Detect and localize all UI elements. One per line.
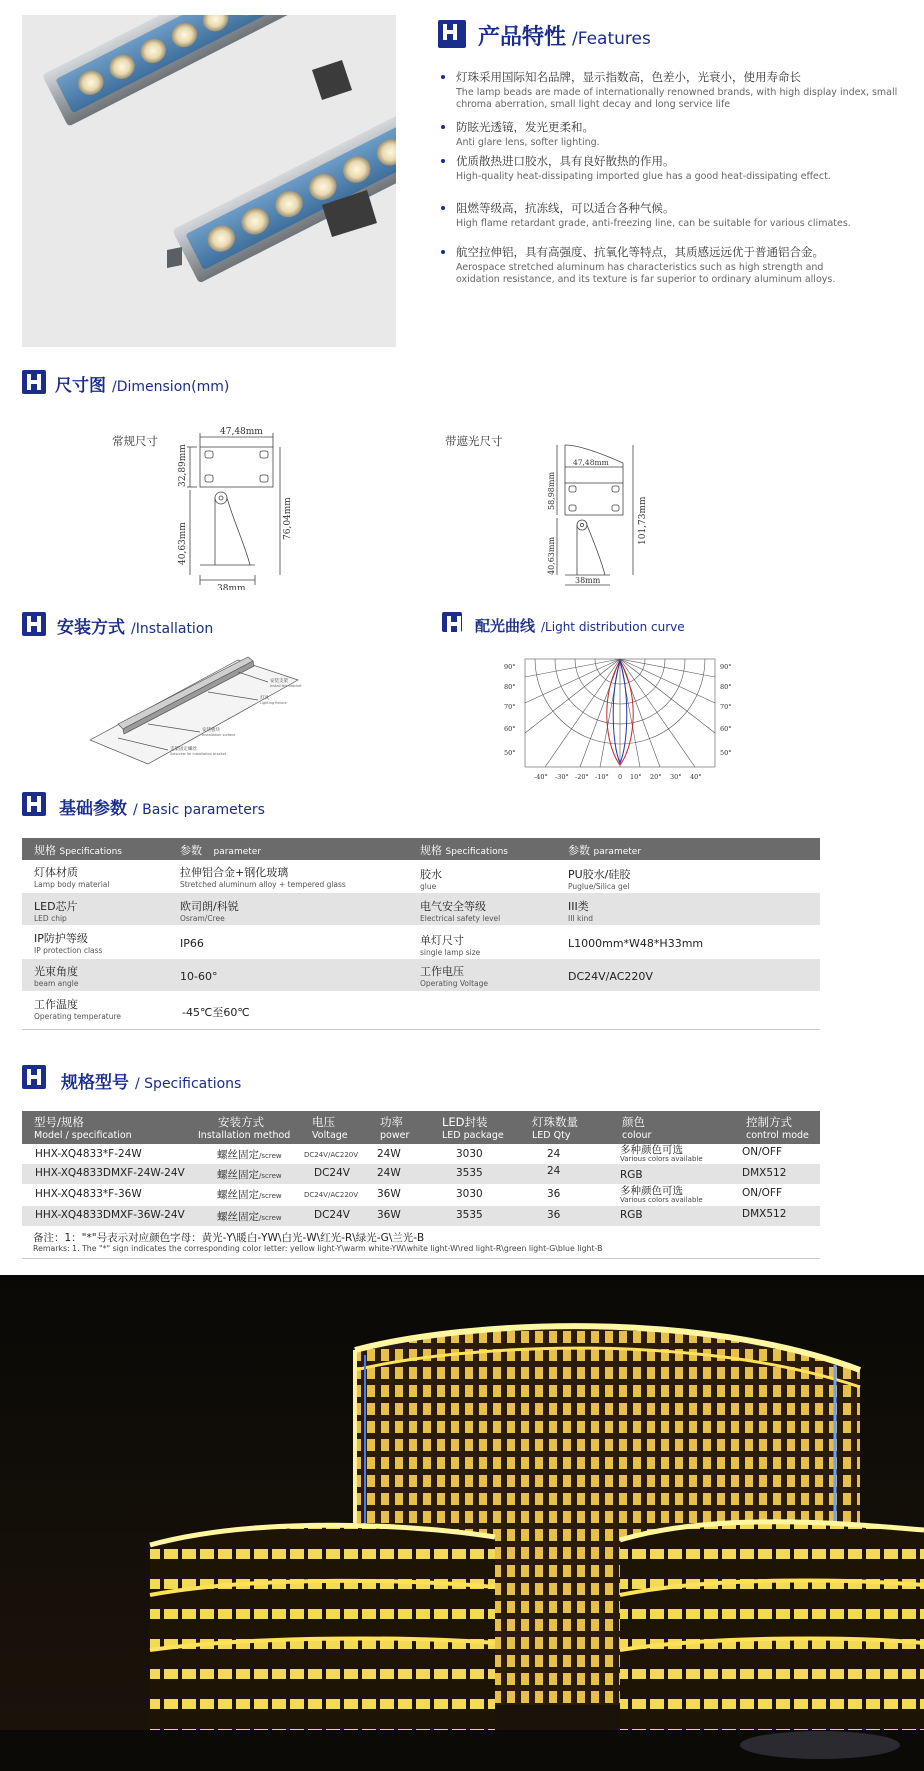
dimension-label-left: 常规尺寸	[112, 434, 158, 448]
spec-install-en: /screw	[259, 1152, 282, 1160]
light-curve-title-en: /Light distribution curve	[541, 620, 685, 634]
spec-model: HHX-XQ4833*F-36W	[35, 1188, 142, 1200]
dimension-drawing-standard	[175, 425, 305, 590]
curve-tick-bottom: 30°	[670, 773, 682, 781]
brand-h-icon	[442, 612, 462, 632]
dim-bracket-height: 40,63mm	[178, 522, 188, 565]
basic-table-header	[22, 838, 820, 860]
table-divider	[22, 1258, 820, 1259]
table-cell	[568, 937, 703, 950]
spec-header-en: control mode	[746, 1130, 809, 1141]
install-label-fixture: 灯具	[260, 696, 269, 701]
table-cell	[182, 1004, 250, 1020]
curve-tick-bottom: 20°	[650, 773, 662, 781]
curve-tick-left: 60°	[504, 725, 516, 733]
spec-voltage: DC24V/AC220V	[304, 1151, 359, 1159]
installation-diagram	[88, 652, 303, 772]
features-title	[478, 20, 651, 51]
dimension-label-right: 带遮光尺寸	[445, 434, 503, 448]
remark-en: Remarks: 1. The "*" sign indicates the corresponding color letter: yellow light-Y\warm white-YW\white light-W\red light-R\green light-G\blue light-B	[33, 1244, 603, 1253]
spec-voltage: DC24V/AC220V	[304, 1191, 359, 1199]
header-spec-en: Specifications	[445, 847, 508, 857]
table-divider	[22, 1029, 820, 1030]
spec-colour-cn: RGB	[620, 1169, 643, 1181]
install-label-screw: 支架固定螺丝	[170, 747, 197, 752]
spec-header-en: colour	[622, 1130, 652, 1141]
spec-install	[217, 1147, 282, 1162]
param-name: 工作电压	[420, 965, 464, 978]
param-value: IP66	[180, 937, 204, 950]
specs-title-cn: 规格型号	[61, 1073, 129, 1093]
feature-item	[456, 153, 916, 183]
param-name-en: LED chip	[34, 914, 67, 923]
dim-body-height: 58,98mm	[547, 471, 556, 510]
installation-title-cn: 安装方式	[57, 618, 125, 638]
param-value-en: Stretched aluminum alloy + tempered glass	[180, 880, 346, 889]
bullet-icon	[441, 75, 445, 79]
header-param-en: parameter	[213, 847, 262, 857]
brand-h-icon	[22, 370, 46, 394]
spec-colour	[620, 1183, 703, 1204]
param-value-en: Puglue/Silica gel	[568, 882, 630, 891]
install-label-fixture-en: Lighting fixture	[260, 701, 287, 705]
wall-washer-illustration	[22, 15, 396, 347]
spec-power: 24W	[377, 1148, 401, 1160]
curve-tick-left: 90°	[504, 663, 516, 671]
table-cell	[568, 866, 630, 891]
param-value-en: Osram/Cree	[180, 914, 225, 923]
curve-tick-bottom: -40°	[534, 773, 548, 781]
feature-en: High flame retardant grade, anti-freezing line, can be suitable for various climates.	[456, 218, 851, 229]
feature-cn: 优质散热进口胶水，具有良好散热的作用。	[456, 154, 675, 168]
curve-tick-left: 50°	[504, 749, 516, 757]
header-param-cn: 参数	[180, 844, 202, 857]
spec-header-cn: 电压	[312, 1115, 335, 1129]
spec-install-en: /screw	[259, 1214, 282, 1222]
spec-package: 3535	[456, 1209, 483, 1221]
install-label-surface-en: Installation surface	[202, 733, 236, 737]
feature-en: Anti glare lens, softer lighting.	[456, 137, 600, 148]
table-row	[34, 898, 78, 923]
param-name: IP防护等级	[34, 932, 88, 945]
param-name: 电气安全等级	[420, 900, 486, 913]
product-photo	[22, 15, 396, 347]
spec-header-cn: 型号/规格	[34, 1115, 84, 1129]
install-label-bracket: 安装支架	[270, 679, 288, 684]
brand-h-icon	[22, 612, 46, 636]
basic-title-cn: 基础参数	[59, 799, 127, 819]
spec-header-en: LED Qty	[532, 1130, 571, 1141]
install-label-screw-en: Selscrew for installation bracket	[170, 752, 227, 756]
curve-tick-right: 50°	[720, 749, 732, 757]
spec-package: 3535	[456, 1167, 483, 1179]
table-cell	[180, 898, 239, 923]
spec-header-en: Installation method	[198, 1130, 291, 1141]
spec-colour	[620, 1142, 703, 1163]
param-name: 胶水	[420, 868, 442, 881]
dimension-drawing-shade	[545, 435, 655, 590]
table-row	[34, 963, 78, 988]
spec-header-en: power	[380, 1130, 410, 1141]
spec-install-cn: 螺丝固定	[217, 1211, 259, 1223]
curve-tick-right: 60°	[720, 725, 732, 733]
param-value: PU胶水/硅胶	[568, 868, 631, 881]
building-photo	[0, 1275, 924, 1771]
param-name-en: single lamp size	[420, 948, 481, 957]
param-value: 欧司朗/科锐	[180, 900, 239, 913]
basic-title	[59, 794, 265, 819]
table-cell	[420, 866, 442, 891]
feature-en: Aerospace stretched aluminum has characteristics such as high strength and oxidation resistance, and its texture is far superior to ordinary aluminum alloys.	[456, 262, 836, 285]
specs-title-en: / Specifications	[135, 1076, 242, 1092]
features-title-en: /Features	[572, 29, 651, 49]
spec-voltage: DC24V	[314, 1167, 350, 1179]
spec-colour-cn: RGB	[620, 1209, 643, 1221]
table-row	[34, 996, 121, 1021]
curve-tick-bottom: -20°	[575, 773, 589, 781]
table-cell	[180, 937, 204, 950]
param-name: 光束角度	[34, 965, 78, 978]
spec-header-en: LED package	[442, 1130, 504, 1141]
brand-h-icon	[22, 792, 46, 816]
spec-control: ON/OFF	[742, 1187, 783, 1199]
light-curve-title-cn: 配光曲线	[475, 617, 536, 635]
install-label-surface: 安装板块	[202, 728, 220, 733]
remark-cn: 备注：1："*"号表示对应颜色字母：黄光-Y\暖白-YW\白光-W\红光-R\绿光-G\兰光-B	[33, 1232, 425, 1244]
dim-width: 47,48mm	[220, 427, 263, 437]
dim-body-height: 32,89mm	[178, 444, 188, 487]
spec-power: 36W	[377, 1188, 401, 1200]
feature-cn: 防眩光透镜，发光更柔和。	[456, 120, 594, 134]
spec-install-en: /screw	[259, 1192, 282, 1200]
installation-title-en: /Installation	[131, 621, 214, 637]
spec-install-cn: 螺丝固定	[217, 1189, 259, 1201]
features-title-cn: 产品特性	[478, 25, 567, 50]
spec-voltage: DC24V	[314, 1209, 350, 1221]
spec-install	[217, 1187, 282, 1202]
brand-h-icon	[22, 1065, 46, 1089]
spec-install-cn: 螺丝固定	[217, 1169, 259, 1181]
spec-model: HHX-XQ4833DMXF-36W-24V	[35, 1209, 185, 1221]
dim-width: 47,48mm	[573, 458, 609, 467]
param-value: DC24V/AC220V	[568, 970, 653, 983]
spec-qty: 36	[547, 1188, 561, 1200]
specs-title	[61, 1068, 241, 1093]
header-spec-cn: 规格	[34, 844, 56, 857]
param-name-en: Electrical safety level	[420, 914, 501, 923]
param-name: 单灯尺寸	[420, 934, 464, 947]
dim-base: 38mm	[575, 576, 601, 585]
spec-colour-en: Various colors available	[620, 1155, 703, 1163]
feature-cn: 阻燃等级高，抗冻线，可以适合各种气候。	[456, 201, 675, 215]
basic-title-en: / Basic parameters	[133, 802, 265, 818]
param-value: III类	[568, 900, 589, 913]
installation-title	[57, 613, 213, 638]
spec-header-cn: 灯珠数量	[532, 1115, 578, 1129]
specs-table-header	[22, 1111, 820, 1144]
dim-base: 38mm	[217, 584, 246, 590]
param-name-en: Operating Voltage	[420, 979, 489, 988]
feature-item	[456, 244, 866, 286]
curve-tick-left: 80°	[504, 683, 516, 691]
spec-package: 3030	[456, 1188, 483, 1200]
curve-tick-left: 70°	[504, 703, 516, 711]
brand-h-icon	[438, 20, 466, 48]
spec-colour	[620, 1169, 643, 1181]
spec-colour	[620, 1209, 643, 1221]
feature-cn: 灯珠采用国际知名品牌，显示指数高，色差小，光衰小，使用寿命长	[456, 70, 801, 84]
spec-qty: 36	[547, 1209, 561, 1221]
spec-header-cn: 控制方式	[746, 1115, 792, 1129]
feature-cn: 航空拉伸铝，具有高强度、抗氧化等特点，其质感远远优于普通铝合金。	[456, 245, 824, 259]
curve-tick-right: 80°	[720, 683, 732, 691]
table-cell	[420, 932, 480, 957]
spec-install	[217, 1209, 282, 1224]
dimension-title-cn: 尺寸图	[55, 376, 106, 396]
feature-en: The lamp beads are made of internationally renowned brands, with high display index, small chroma aberration, small light decay and long service life	[456, 87, 898, 110]
table-row	[34, 930, 102, 955]
spec-package: 3030	[456, 1148, 483, 1160]
spec-header-cn: 安装方式	[218, 1115, 264, 1129]
spec-colour-cn: 多种颜色可选	[620, 1185, 683, 1197]
spec-install	[217, 1167, 282, 1182]
spec-power: 36W	[377, 1209, 401, 1221]
table-cell	[568, 970, 653, 983]
table-cell	[180, 970, 217, 983]
table-cell	[568, 898, 593, 923]
param-name-en: Lamp body material	[34, 880, 110, 889]
param-value-en: III kind	[568, 914, 593, 923]
curve-tick-bottom: -10°	[595, 773, 609, 781]
feature-item	[456, 200, 916, 230]
bullet-icon	[441, 206, 445, 210]
bullet-icon	[441, 250, 445, 254]
param-value: 拉伸铝合金+钢化玻璃	[180, 866, 289, 879]
curve-tick-bottom: 0	[618, 773, 623, 781]
param-name-en: Operating temperature	[34, 1012, 122, 1021]
spec-control: DMX512	[742, 1208, 787, 1220]
spec-header-en: Model / specification	[34, 1130, 132, 1141]
install-label-bracket-en: Install the bracket	[270, 684, 302, 688]
param-value: L1000mm*W48*H33mm	[568, 937, 704, 950]
spec-model: HHX-XQ4833*F-24W	[35, 1148, 142, 1160]
param-name-en: glue	[420, 882, 437, 891]
spec-header-en: Voltage	[312, 1130, 348, 1141]
spec-power: 24W	[377, 1167, 401, 1179]
feature-en: High-quality heat-dissipating imported glue has a good heat-dissipating effect.	[456, 171, 831, 182]
curve-tick-bottom: -30°	[555, 773, 569, 781]
illuminated-building-illustration	[0, 1275, 924, 1771]
dim-bracket-height: 40,63mm	[547, 536, 556, 575]
curve-tick-bottom: 10°	[630, 773, 642, 781]
light-distribution-chart	[500, 655, 740, 785]
curve-tick-right: 90°	[720, 663, 732, 671]
spec-model: HHX-XQ4833DMXF-24W-24V	[35, 1167, 185, 1179]
curve-tick-bottom: 40°	[690, 773, 702, 781]
param-name: LED芯片	[34, 900, 78, 913]
bullet-icon	[441, 125, 445, 129]
header-param-en: parameter	[593, 847, 642, 857]
feature-item	[456, 119, 916, 149]
spec-control: ON/OFF	[742, 1146, 783, 1158]
spec-qty: 24	[547, 1165, 561, 1177]
table-row	[34, 864, 109, 889]
spec-header-cn: LED封装	[442, 1115, 488, 1129]
param-name: 灯体材质	[34, 866, 78, 879]
table-cell	[180, 864, 346, 889]
param-name-en: beam angle	[34, 979, 79, 988]
bullet-icon	[441, 159, 445, 163]
table-cell	[420, 898, 500, 923]
spec-colour-en: Various colors available	[620, 1196, 703, 1204]
light-curve-title	[475, 615, 685, 636]
dimension-title-en: /Dimension(mm)	[112, 379, 230, 395]
spec-colour-cn: 多种颜色可选	[620, 1144, 683, 1156]
param-value: -45℃至60℃	[182, 1006, 250, 1019]
dim-total-height: 76,04mm	[283, 497, 293, 540]
param-name: 工作温度	[34, 998, 78, 1011]
spec-header-cn: 颜色	[622, 1115, 645, 1129]
spec-install-en: /screw	[259, 1172, 282, 1180]
feature-item	[456, 69, 916, 111]
spec-install-cn: 螺丝固定	[217, 1149, 259, 1161]
param-name-en: IP protection class	[34, 946, 103, 955]
dimension-title	[55, 371, 229, 396]
spec-control: DMX512	[742, 1167, 787, 1179]
dim-total-height: 101,73mm	[638, 496, 648, 545]
spec-qty: 24	[547, 1148, 561, 1160]
curve-tick-right: 70°	[720, 703, 732, 711]
table-cell	[420, 963, 488, 988]
header-spec-cn: 规格	[420, 844, 442, 857]
header-spec-en: Specifications	[59, 847, 122, 857]
param-value: 10-60°	[180, 970, 218, 983]
header-param-cn: 参数	[568, 844, 590, 857]
spec-header-cn: 功率	[380, 1115, 403, 1129]
